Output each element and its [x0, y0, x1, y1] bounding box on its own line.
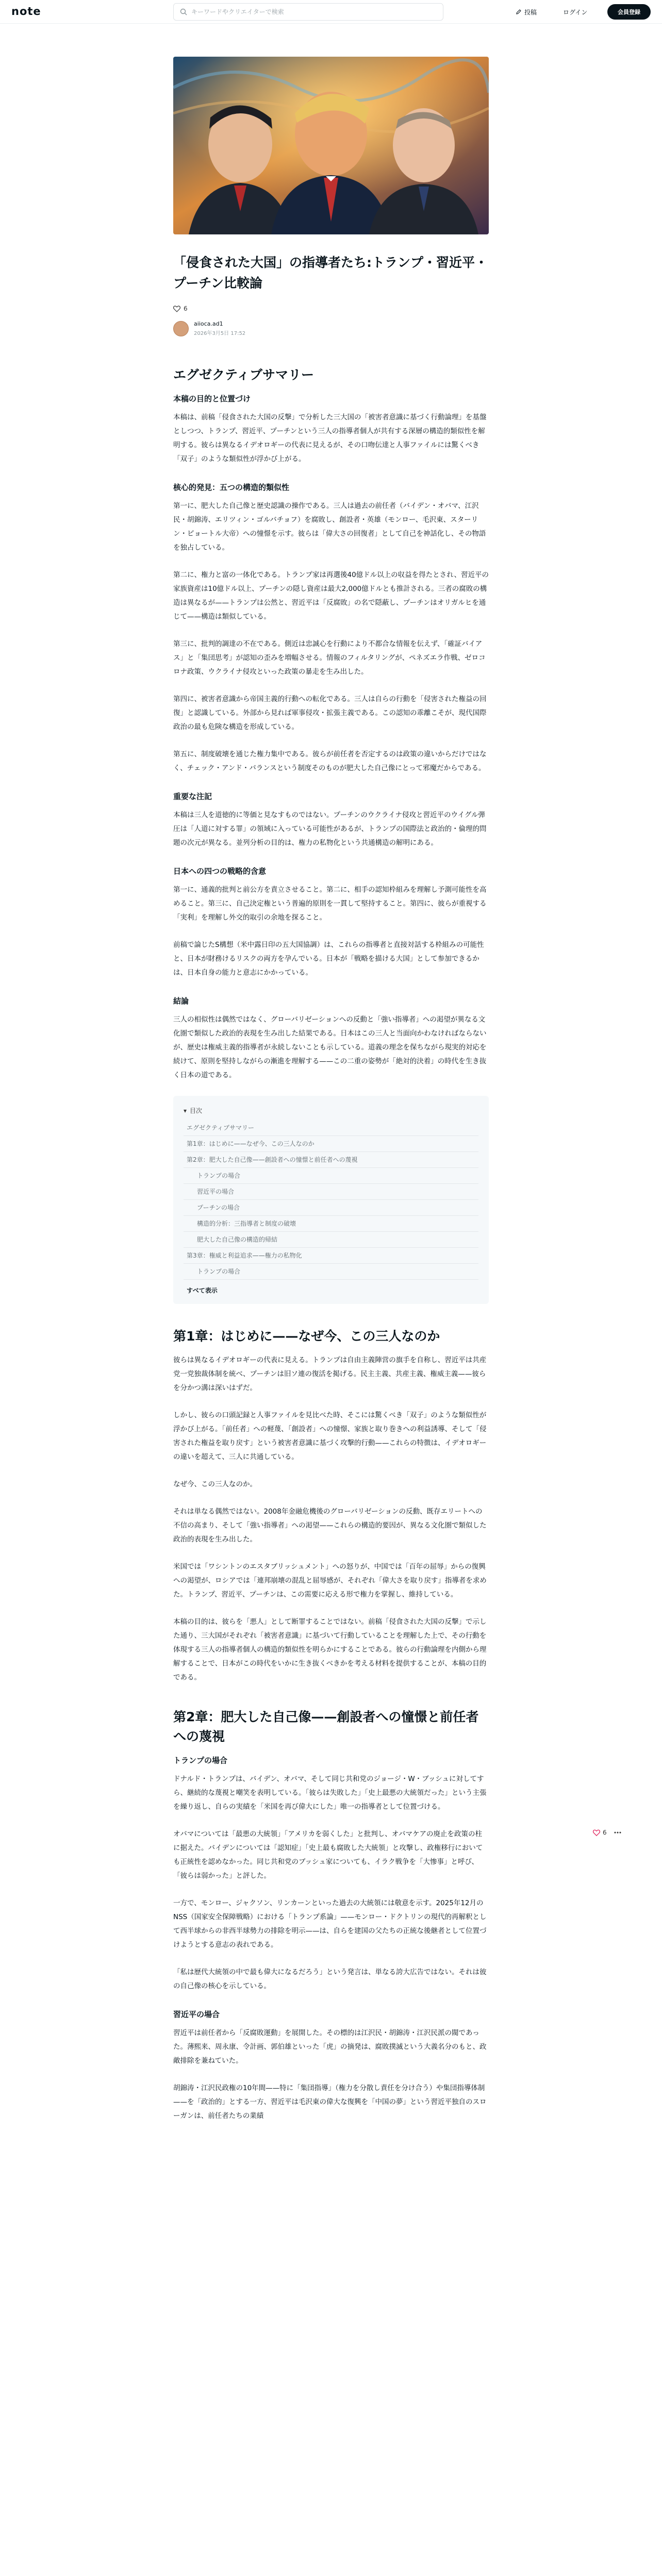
floating-like-count: 6	[603, 1829, 607, 1836]
paragraph: 第四に、被害者意識から帝国主義的行動への転化である。三人は自らの行動を「侵害された権益の回復」と認識している。外部から見れば軍事侵攻・拡張主義である。この認知の乖離こそが、現代国際政治の最も危険な構造を形成している。	[173, 695, 487, 731]
subsection-heading: 結論	[173, 996, 189, 1006]
paragraph: 米国では「ワシントンのエスタブリッシュメント」への怒りが、中国では「百年の屈辱」からの復興への渇望が、ロシアでは「連邦崩壊の混乱と屈辱感が、それぞれ「偉大さを取り戻す」指導者を求めた。トランプ、習近平、プーチンは、この需要に応える形で権力を掌握し、維持している。	[173, 1563, 487, 1599]
paragraph: 胡錦涛・江沢民政権の10年間——特に「集団指導」（権力を分散し責任を分け合う）や集団指導体制——を「政治的」とする一方、習近平は毛沢東の偉大な復興を「中国の夢」という習近平独自のスローガンは、前任者たちの業績	[173, 2084, 487, 2120]
more-icon[interactable]	[614, 1832, 621, 1834]
paragraph: オバマについては「最悪の大統領」「アメリカを弱くした」と批判し、オバマケアの廃止を政策の柱に据えた。バイデンについては「認知症」「史上最も腐敗した大統領」と攻撃し、政権移行においても正統性を認めなかった。同じ共和党のブッシュ家についても、イラク戦争を「大惨事」と呼び、「彼らは弱かった」と評した。	[173, 1830, 483, 1880]
like-row	[173, 305, 489, 312]
paragraph: 第五に、制度破壊を通じた権力集中である。彼らが前任者を否定するのは政策の違いからだけではなく、チェック・アンド・バランスという制度そのものが肥大した自己像にとって邪魔だからである。	[173, 750, 487, 772]
author-name[interactable]: aiioca.ad1	[194, 320, 223, 327]
paragraph: それは単なる偶然ではない。2008年金融危機後のグローバリゼーションの反動、既存エリートへの不信の高まり、そして「強い指導者」への渇望——これらの構造的要因が、異なる文化圏で類似した政治的表現を生み出した。	[173, 1507, 487, 1544]
subsection-heading: 習近平の場合	[173, 2010, 220, 2019]
toc-item[interactable]: トランプの場合	[184, 1168, 478, 1184]
author-info	[173, 320, 489, 336]
toc-item[interactable]: 第1章：はじめに——なぜ今、この三人なのか	[184, 1136, 478, 1152]
paragraph: 一方で、モンロー、ジャクソン、リンカーンといった過去の大統領には敬意を示す。2025年12月のNSS（国家安全保障戦略）における「トランプ系論」——モンロー・ドクトリンの現代的再解釈として西半球からの非西半球勢力の排除を明示——は、自らを建国の父たちの正統な後継者として位置づけようとする意志の表れである。	[173, 1899, 487, 1949]
hero-image	[173, 57, 489, 234]
search-box[interactable]	[173, 3, 443, 21]
paragraph: 第一に、肥大した自己像と歴史認識の操作である。三人は過去の前任者（バイデン・オバマ、江沢民・胡錦涛、エリツィン・ゴルバチョフ）を腐敗し、創設者・英雄（モンロー、毛沢東、スターリン・ピョートル大帝）への憧憬を示す。彼らは「偉大さの回復者」として自己を神話化し、その物語を独占している。	[173, 502, 486, 552]
toc-item[interactable]: 習近平の場合	[184, 1184, 478, 1200]
toc-item[interactable]: 肥大した自己像の構造的帰結	[184, 1232, 478, 1248]
paragraph: 本稿は、前稿「侵食された大国の反撃」で分析した三大国の「被害者意識に基づく行動論理」を基盤としつつ、トランプ、習近平、プーチンという三人の指導者個人が共有する深層の構造的類似性を解明する。彼らは異なるイデオロギーの代表に見えるが、その口吻伝達と人事ファイルには驚くべき「双子」のような類似性が浮かび上がる。	[173, 413, 487, 463]
subsection-heading: 本稿の目的と位置づけ	[173, 394, 251, 403]
section-heading: 第1章：はじめに——なぜ今、この三人なのか	[173, 1329, 440, 1344]
paragraph: 第二に、権力と富の一体化である。トランプ家は再選後40億ドル以上の収益を得たとされ、習近平の家族資産は10億ドル以上、プーチンの隠し資産は最大2,000億ドルとも推計される。三者の腐敗の構造は異なるが——トランプは公然と、習近平は「反腐敗」の名で隠蔽し、プーチンはオリガルヒを通じて——構造は類似している。	[173, 571, 489, 621]
section-heading: エグゼクティブサマリー	[173, 367, 315, 382]
toc-item[interactable]: 構造的分析：三指導者と制度の破壊	[184, 1216, 478, 1232]
paragraph: 前稿で論じたS構想（米中露日印の五大国協調）は、これらの指導者と直接対話する枠組みの可能性と、日本が財務けるリスクの両方を孕んでいる。日本が「戦略を描ける大国」として参加できるかは、日本自身の能力と意志にかかっている。	[173, 941, 484, 977]
paragraph: 習近平は前任者から「反腐敗運動」を展開した。その標的は江沢民・胡錦涛・江沢民派の閥であった。薄熙来、周永康、令計画、郭伯雄といった「虎」の摘発は、腐敗撲滅という大義名分のもと、政敵排除を兼ねていた。	[173, 2029, 487, 2065]
pen-icon	[516, 9, 522, 15]
subsection-heading: トランプの場合	[173, 1756, 228, 1765]
article-body	[173, 365, 489, 2123]
paragraph: 本稿の目的は、彼らを「悪人」として断罪することではない。前稿「侵食された大国の反撃」で示した通り、三大国がそれぞれ「被害者意識」に基づいて行動していることを理解した上で、その行動を体現する三人の指導者個人の構造的類似性を明らかにすることである。彼らの行動論理を内側から理解することで、日本がこの時代をいかに生き抜くべきかを考える材料を提供することが、本稿の目的である。	[173, 1618, 487, 1682]
author-avatar[interactable]	[173, 321, 189, 336]
toc-title: 目次	[190, 1107, 203, 1114]
paragraph: 三人の相似性は偶然ではなく、グローバリゼーションへの反動と「強い指導者」への渇望が異なる文化圏で類似した政治的表現を生み出した結果である。日本はこの三人と当面向かわなければならないが、歴史は権威主義的指導者が永続しないことも示している。道義の理念を保ちながら現実的対応を続けて、原則を堅持しながらの漸進を理解する——この二重の姿勢が「絶対的決着」の時代を生き抜く日本の道である。	[173, 1015, 487, 1079]
toc-item[interactable]: エグゼクティブサマリー	[184, 1120, 478, 1136]
chevron-down-icon: ▾	[184, 1107, 187, 1114]
like-count: 6	[184, 305, 188, 312]
login-button[interactable]: ログイン	[563, 8, 588, 16]
site-header	[0, 0, 662, 24]
floating-actions	[593, 1829, 621, 1836]
toc-item[interactable]: プーチンの場合	[184, 1200, 478, 1216]
note-logo[interactable]: note	[11, 5, 41, 18]
publish-date: 2026年3月5日 17:52	[194, 331, 246, 336]
post-label: 投稿	[524, 8, 537, 16]
heart-icon[interactable]	[173, 306, 180, 312]
paragraph: 第三に、批判的調達の不在である。側近は忠誠心を行動により不都合な情報を伝えず、「確証バイアス」と「集団思考」が認知の歪みを増幅させる。情報のフィルタリングが、ペネズエラ作戦、ゼロコロナ政策、ウクライナ侵攻といった政策の暴走を生み出した。	[173, 640, 486, 676]
paragraph: 本稿は三人を道徳的に等価と見なすものではない。プーチンのウクライナ侵攻と習近平のウイグル弾圧は「人道に対する罪」の領域に入っている可能性があるが、トランプの国際法と政治的・倫理的問題の次元が異なる。並列分析の目的は、権力の私物化という共通構造の解明にある。	[173, 811, 487, 847]
floating-like-button[interactable]	[593, 1829, 607, 1836]
section-heading: 第2章：肥大した自己像——創設者への憧憬と前任者への蔑視	[173, 1709, 479, 1744]
toc-item[interactable]: トランプの場合	[184, 1264, 478, 1280]
article	[173, 247, 489, 2137]
paragraph: 「私は歴代大統領の中で最も偉大になるだろう」という発言は、単なる誇大広告ではない。それは彼の自己像の核心を示している。	[173, 1968, 487, 1990]
paragraph: 第一に、通義的批判と前公方を責立させること。第二に、相手の認知枠組みを理解し予測可能性を高めること。第三に、自己決定権という普遍的原則を一貫して堅持すること。第四に、彼らが重視する「実利」を理解し外交的取引の余地を探ること。	[173, 886, 487, 922]
post-button[interactable]	[516, 5, 537, 19]
toc-header[interactable]	[184, 1106, 478, 1115]
paragraph: 彼らは異なるイデオロギーの代表に見える。トランプは自由主義陣営の旗手を自称し、習近平は共産党一党独裁体制を統べ、プーチンは旧ソ連の復活を掲げる。民主主義、共産主義、権威主義——彼らを分かつ溝は深いはずだ。	[173, 1356, 487, 1392]
article-title: 「侵食された大国」の指導者たち:トランプ・習近平・プーチン比較論	[173, 255, 488, 291]
toc-item[interactable]: 第3章：権威と利益追求——権力の私物化	[184, 1248, 478, 1264]
toc-item[interactable]: 第2章：肥大した自己像——創設者への憧憬と前任者への蔑視	[184, 1152, 478, 1168]
table-of-contents	[173, 1096, 489, 1304]
heart-icon	[593, 1829, 600, 1836]
search-icon	[180, 8, 187, 15]
subsection-heading: 重要な注記	[173, 792, 212, 801]
toc-show-all-button[interactable]: すべて表示	[187, 1287, 218, 1294]
subsection-heading: 核心的発見：五つの構造的類似性	[173, 483, 290, 492]
search-input[interactable]	[191, 4, 439, 20]
paragraph: ドナルド・トランプは、バイデン、オバマ、そして同じ共和党のジョージ・W・ブッシュに対してすら、継続的な蔑視と嘲笑を表明している。「彼らは失敗した」「史上最悪の大統領だった」という主張を繰り返し、自らの実績を「米国を再び偉大にした」唯一の指導者として位置づける。	[173, 1775, 487, 1811]
paragraph: なぜ今、この三人なのか。	[173, 1480, 257, 1488]
signup-button[interactable]: 会員登録	[607, 4, 651, 20]
paragraph: しかし、彼らの口頭記録と人事ファイルを見比べた時、そこには驚くべき「双子」のような類似性が浮かび上がる。「前任者」への軽蔑、「創設者」への憧憬、家族と取り巻きへの利益誘導、そして「侵害された権益を取り戻す」という被害者意識に基づく攻撃的行動——これらの特徴は、イデオロギーの違いを超えて、三人に共通している。	[173, 1411, 487, 1461]
subsection-heading: 日本への四つの戦略的含意	[173, 867, 267, 876]
